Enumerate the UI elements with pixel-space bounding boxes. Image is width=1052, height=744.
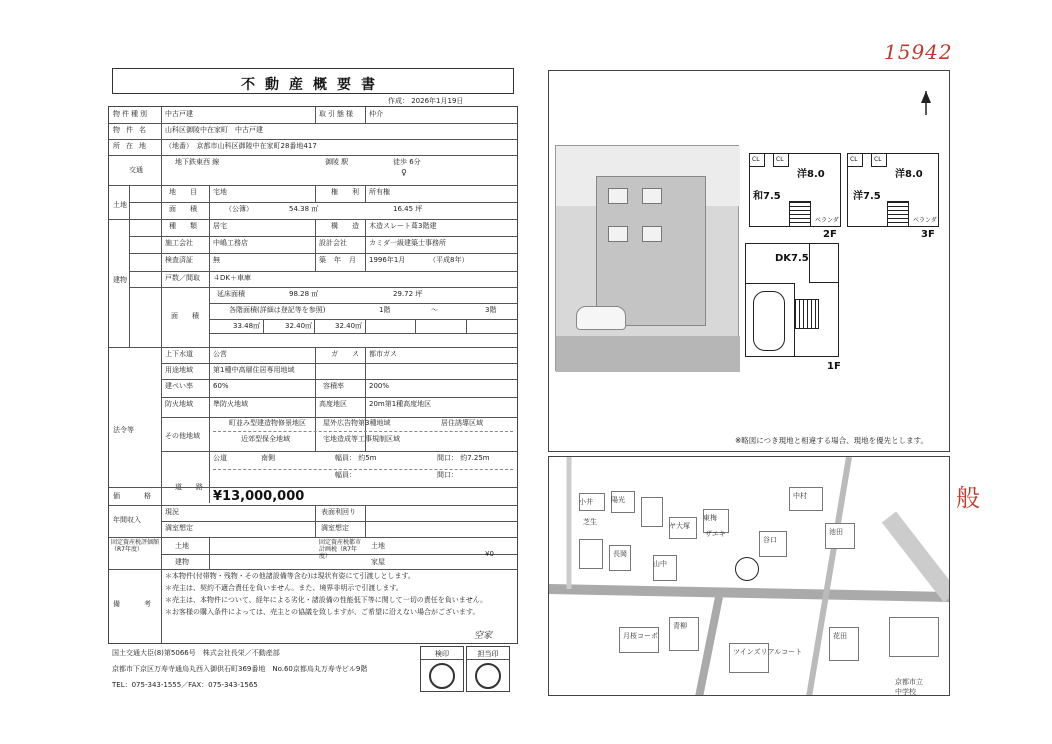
stamp-seal-inspect [429,663,455,689]
handwritten-mark: 般 [956,484,980,512]
value-floor-2: 32.40㎡ [285,322,313,330]
value-floor-from: 1階 [379,306,391,314]
map-label: 月桜コーポ [623,632,658,640]
label-asset: 固定資産税評価額（R7年度） [111,539,160,554]
value-other-1: 町並み型建造物修景地区 [229,419,306,427]
cl-3f-a: CL [850,156,858,163]
label-water: 上下水道 [165,350,193,358]
value-other-2: 屋外広告物第3種地域 [323,419,391,427]
location-map [548,456,950,696]
target-property-marker [735,557,759,581]
label-bldg-type: 種類 [169,222,211,230]
note-3: ＊売主は、本物件について、経年による劣化・諸設備の性能低下等に関して一切の責任を負いません。 [165,596,488,604]
label-land-right: 権利 [331,188,373,196]
cl-2f-b: CL [776,156,784,163]
value-road-frontage-2: 間口： [437,471,458,479]
map-label: 芝生 [583,518,597,526]
value-traffic-line: 地下鉄東西 線 [175,158,220,166]
floorplan-3f [847,153,939,227]
value-type: 中古戸建 [165,110,193,118]
value-land-right: 所有権 [369,188,390,196]
label-total-floor: 延床面積 [217,290,245,298]
summary-table [108,106,518,644]
stamp-seal-staff [475,663,501,689]
value-height: 20m第1種高度地区 [369,400,432,408]
room-you-2f: 洋8.0 [797,169,825,180]
floorplan-1f [745,243,839,357]
value-traffic-station: 御陵 駅 [325,158,349,166]
label-gas: ガス [331,350,373,358]
label-other-zone: その他地域 [165,432,200,440]
car-in-photo [576,306,626,330]
value-far: 200% [369,382,390,390]
map-label: 東梅 [703,514,717,522]
map-label: 陽光 [611,496,625,504]
label-land: 土地 [113,201,127,209]
label-bldg-structure: 構造 [331,222,373,230]
note-2: ＊売主は、契約不適合責任を負いません。また、境界非明示で引渡します。 [165,584,403,592]
value-built-era: （平成8年） [429,256,469,264]
value-deal: 仲介 [369,110,383,118]
plan-panel [548,70,950,452]
created-date: 作成： 2026年1月19日 [388,97,464,105]
map-label: 長岡 [613,550,627,558]
value-income-full: 満室想定 [165,524,193,532]
label-building: 建物 [113,276,127,284]
value-zone: 第1種中高層住居専用地域 [213,366,295,374]
map-label: 中学校 [895,688,916,696]
value-floor-3: 32.40㎡ [335,322,363,330]
map-label: 山中 [653,560,667,568]
value-income-current: 現況 [165,508,179,516]
label-price: 価格 [113,492,175,500]
value-water: 公営 [213,350,227,358]
value-land-area-m2: 54.38 ㎡ [289,205,319,213]
value-name: 山科区御陵中在家町 中古戸建 [165,126,263,134]
label-designer: 設計会社 [319,239,347,247]
label-income: 年間収入 [113,516,141,524]
value-fire: 準防火地域 [213,400,248,408]
label-asset-bldg: 建物 [175,558,189,566]
value-layout: ４DK＋車庫 [213,274,251,282]
summary-sheet [108,66,518,720]
value-other-5: 宅地造成等工事規制区域 [323,435,400,443]
label-asset-land: 土地 [175,542,189,550]
value-land-category: 宅地 [213,188,227,196]
cl-3f-b: CL [874,156,882,163]
footer-tel: TEL：075-343-1555／FAX：075-343-1565 [112,681,258,689]
footer-address: 京都市下京区万寿寺通烏丸西入御供石町369番地 No.60京都烏丸万寿寺ビル9階 [112,665,368,673]
map-label: 花田 [833,632,847,640]
label-fire: 防火地域 [165,400,193,408]
label-zone: 用途地域 [165,366,193,374]
label-type: 物件種別 [113,110,149,118]
map-label: ツインズリアルコート [733,648,803,656]
value-road-width-2: 幅員： [335,471,356,479]
value-tax-yen: ¥0 [485,550,494,558]
label-builder: 施工会社 [165,239,193,247]
stamp-label-inspect: 検印 [435,650,449,658]
floor-label-1f: 1F [827,361,841,372]
veranda-3f: ベランダ [913,217,937,224]
label-height: 高度地区 [319,400,347,408]
label-far: 容積率 [323,382,344,390]
label-name: 物件名 [113,126,152,134]
floorplan-2f [749,153,841,227]
signature: 空家 [474,631,493,641]
room-dk-1f: DK7.5 [775,253,809,264]
label-yield: 表面利回り [321,508,356,516]
label-tax: 固定資産税都市計画税（R7年度） [319,539,362,561]
value-designer: カミダ一級建築士事務所 [369,239,446,247]
title-box [112,68,514,94]
car-icon [753,291,785,351]
label-each-floor: 各階面積(詳細は登記等を参照) [229,306,326,314]
stamp-box-staff [466,646,510,692]
map-label: 京都市立 [895,678,923,686]
footer-license: 国土交通大臣(8)第5066号 株式会社長栄／不動産部 [112,649,280,657]
value-land-area-tsubo: 16.45 坪 [393,205,423,213]
veranda-2f: ベランダ [815,217,839,224]
label-floor-area: 面積 [171,312,213,320]
value-total-floor-tsubo: 29.72 坪 [393,290,423,298]
floor-label-3f: 3F [921,229,935,240]
north-arrow-icon [915,89,937,117]
stamp-box-inspect [420,646,464,692]
cl-2f-a: CL [752,156,760,163]
stamp-label-staff: 担当印 [477,650,499,658]
map-label: 小井 [579,498,593,506]
value-other-4: 近郊型保全地域 [241,435,290,443]
note-1: ＊本物件(付帯物・残物・その他諸設備等含む)は現状有姿にて引渡しとします。 [165,572,415,580]
label-bcr: 建ぺい率 [165,382,193,390]
label-deal: 取引態様 [319,110,355,118]
map-label: 中村 [793,492,807,500]
walk-icon: ♀ [401,168,407,177]
value-price: ¥13,000,000 [213,489,305,504]
plan-disclaimer: ※略図につき現地と相違する場合、現地を優先とします。 [735,436,929,445]
note-4: ＊お客様の購入条件によっては、売主との協議を致しますが、ご希望に沿えない場合がございます。 [165,608,480,616]
value-road-type: 公道 [213,454,227,462]
value-gas: 都市ガス [369,350,397,358]
label-land-category: 地目 [169,188,211,196]
label-road: 道路 [175,483,217,491]
label-notes: 備考 [113,600,175,608]
value-bldg-structure: 木造スレート葺3階建 [369,222,437,230]
map-label: ザエキ [705,530,726,538]
label-law: 法令等 [113,426,134,434]
value-floor-1: 33.48㎡ [233,322,261,330]
value-road-dir: 南側 [261,454,275,462]
map-label: 谷口 [763,536,777,544]
value-inspection: 無 [213,256,220,264]
label-layout: 戸数／間取 [165,274,200,282]
label-location: 所在地 [113,142,152,150]
label-built: 築年月 [319,256,364,264]
value-floor-tilde: 〜 [431,306,438,314]
label-land-area: 面積 [169,205,211,213]
value-bcr: 60% [213,382,229,390]
value-total-floor-m2: 98.28 ㎡ [289,290,319,298]
room-wa-2f: 和7.5 [753,191,781,202]
value-builder: 中嶋工務店 [213,239,248,247]
room-3f-b: 洋8.0 [895,169,923,180]
page-title: 不動産概要書 [241,77,385,93]
floor-label-2f: 2F [823,229,837,240]
label-inspection: 検査済証 [165,256,193,264]
value-location: （地番） 京都市山科区御陵中在家町28番地417 [165,142,317,150]
label-traffic: 交通 [129,166,143,174]
value-bldg-type: 居宅 [213,222,227,230]
value-built: 1996年1月 [369,256,406,264]
value-road-width: 幅員： 約5m [335,454,377,462]
map-label: 池田 [829,528,843,536]
value-road-frontage: 間口： 約7.25m [437,454,490,462]
value-floor-to: 3階 [485,306,497,314]
value-traffic-walk: 徒歩 6分 [393,158,421,166]
value-other-3: 居住誘導区域 [441,419,483,427]
room-3f-a: 洋7.5 [853,191,881,202]
handwritten-number: 15942 [884,40,953,64]
map-label: 青柳 [673,622,687,630]
label-tax-bldg: 家屋 [371,558,385,566]
label-yield-full: 満室想定 [321,524,349,532]
value-land-area-note: （公簿） [225,205,253,213]
map-label: ヤ大塚 [669,522,690,530]
label-tax-land: 土地 [371,542,385,550]
building-photo [555,145,739,371]
